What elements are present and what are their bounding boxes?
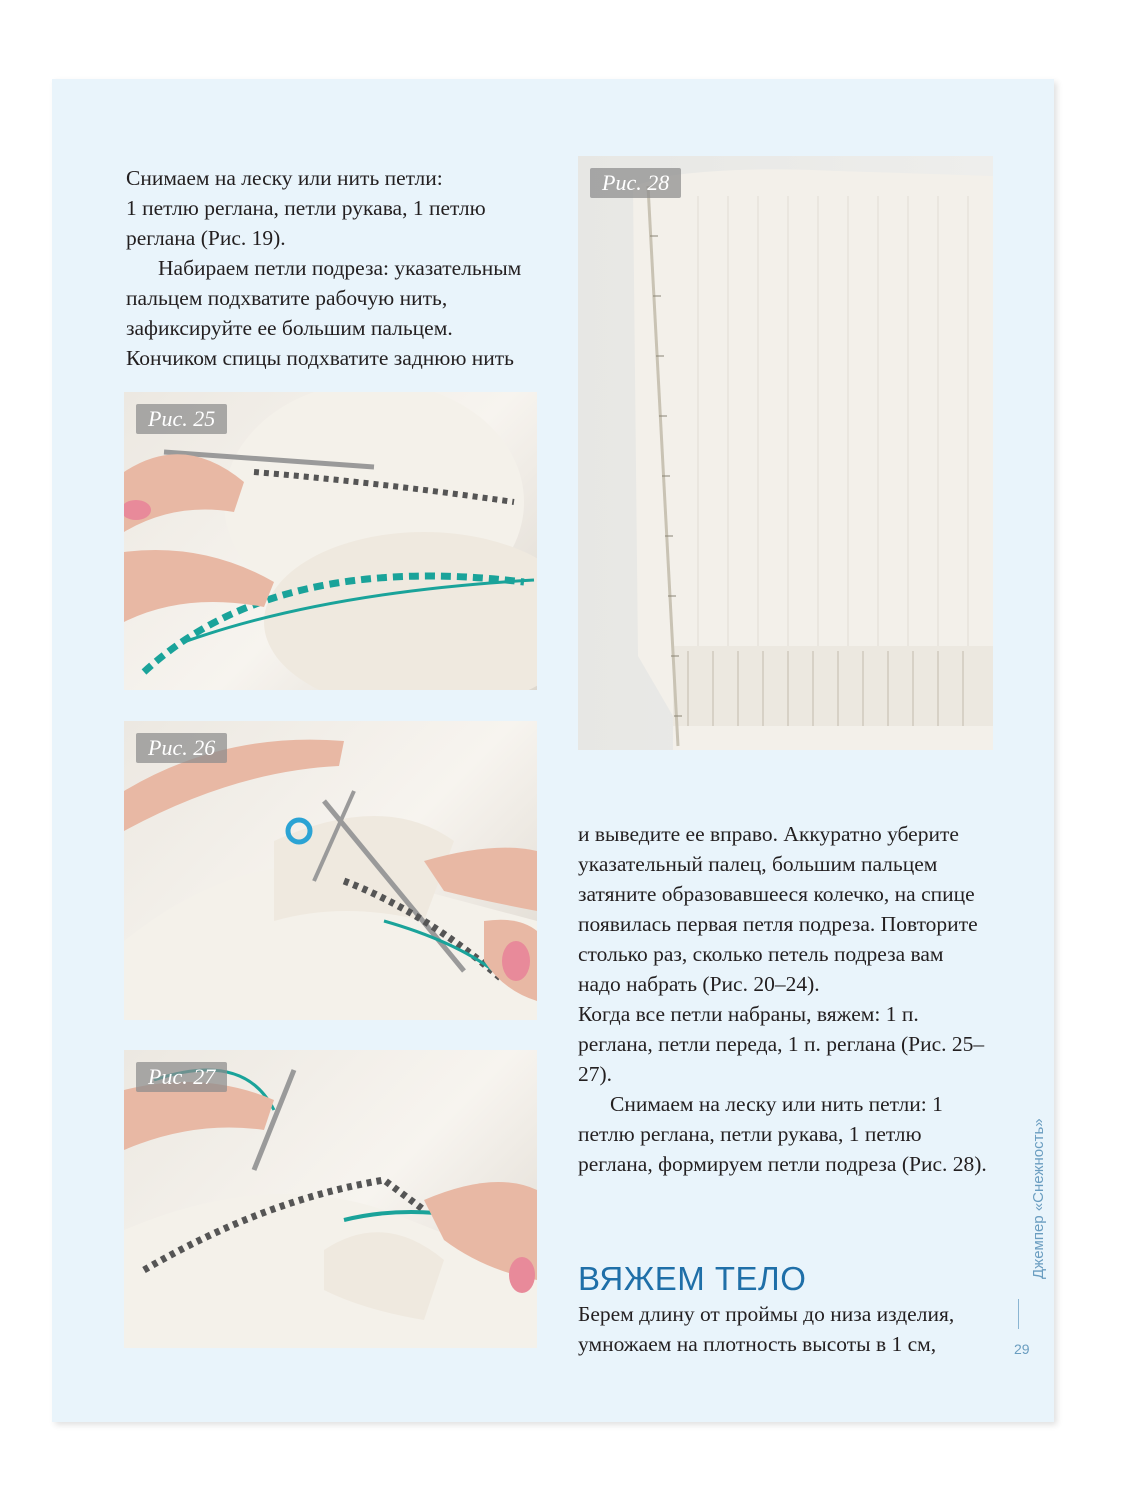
divider — [1018, 1299, 1019, 1329]
figure-label: Рис. 28 — [590, 168, 681, 198]
page-number: 29 — [1014, 1341, 1030, 1357]
figure-label: Рис. 25 — [136, 404, 227, 434]
figure-25-photo — [124, 392, 537, 690]
paragraph: Берем длину от проймы до низа изделия, умножаем на плотность высоты в 1 см, — [578, 1302, 955, 1356]
left-column-text — [126, 163, 538, 373]
sleeve-illustration — [578, 156, 993, 750]
paragraph: Набираем петли подреза: указательным пальцем подхватите рабочую нить, зафиксируйте ее большим пальцем. Кончиком спицы подхватите заднюю нить — [126, 256, 522, 370]
book-page — [52, 79, 1054, 1422]
paragraph: Снимаем на леску или нить петли: 1 петлю реглана, петли рукава, 1 петлю реглана, формируем петли подреза (Рис. 28). — [578, 1092, 987, 1176]
paragraph: и выведите ее вправо. Аккуратно уберите указательный палец, большим пальцем затяните образовавшееся колечко, на спице появилась первая петля подреза. Повторите столько раз, сколько петель подреза вам надо набрать (Рис. 20–24). — [578, 822, 978, 996]
paragraph: Когда все петли набраны, вяжем: 1 п. реглана, петли переда, 1 п. реглана (Рис. 25–27). — [578, 1002, 985, 1086]
figure-27-photo — [124, 1050, 537, 1348]
knitting-illustration — [124, 721, 537, 1020]
figure-28-photo — [578, 156, 993, 750]
figure-label: Рис. 26 — [136, 733, 227, 763]
knitting-illustration — [124, 1050, 537, 1348]
knitting-illustration — [124, 392, 537, 690]
paragraph-line: 1 петлю реглана, петли рукава, 1 петлю реглана (Рис. 19). — [126, 196, 486, 250]
section-text — [578, 1299, 990, 1359]
paragraph-line: Снимаем на леску или нить петли: — [126, 166, 443, 190]
figure-26-photo — [124, 721, 537, 1020]
right-column-text — [578, 819, 990, 1179]
running-title: Джемпер «Снежность» — [1030, 1118, 1047, 1279]
section-heading: ВЯЖЕМ ТЕЛО — [578, 1260, 807, 1297]
figure-label: Рис. 27 — [136, 1062, 227, 1092]
